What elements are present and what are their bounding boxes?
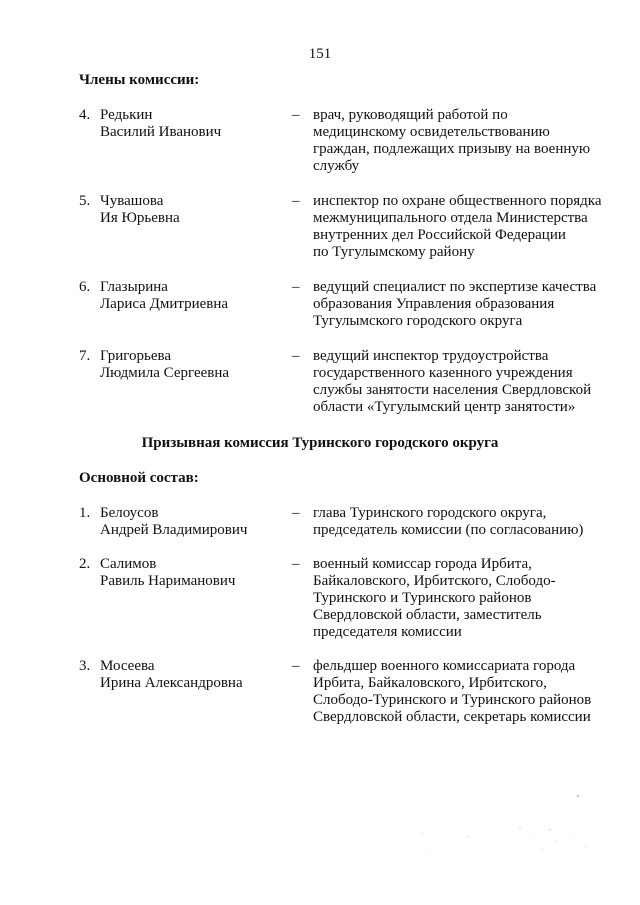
role-line: области «Тугулымский центр занятости» <box>313 399 576 415</box>
role-line: Байкаловского, Ирбитского, Слободо- <box>313 573 556 589</box>
dash: – <box>292 193 300 209</box>
dash: – <box>292 556 300 572</box>
role-line: врач, руководящий работой по <box>313 107 508 123</box>
role-line: ведущий специалист по экспертизе качества <box>313 279 597 295</box>
surname: Редькин <box>100 107 153 123</box>
role-line: образования Управления образования <box>313 296 555 312</box>
given-names: Равиль Нариманович <box>100 573 236 589</box>
given-names: Василий Иванович <box>100 124 222 140</box>
role-line: председатель комиссии (по согласованию) <box>313 522 584 538</box>
dash: – <box>292 107 300 123</box>
role-line: глава Туринского городского округа, <box>313 505 547 521</box>
dash: – <box>292 658 300 674</box>
dash: – <box>292 505 300 521</box>
scan-noise <box>410 790 600 870</box>
role-line: военный комиссар города Ирбита, <box>313 556 532 572</box>
entry-number: 2. <box>79 556 91 572</box>
entry-number: 6. <box>79 279 91 295</box>
commission-title: Призывная комиссия Туринского городского округа <box>141 435 499 451</box>
role-line: Тугулымского городского округа <box>313 313 523 329</box>
surname: Глазырина <box>100 279 168 295</box>
role-line: Туринского и Туринского районов <box>313 590 532 606</box>
member-name <box>100 107 300 141</box>
surname: Мосеева <box>100 658 155 674</box>
given-names: Ирина Александровна <box>100 675 243 691</box>
role-line: внутренних дел Российской Федерации <box>313 227 566 243</box>
member-name <box>100 505 300 539</box>
entry-number: 4. <box>79 107 91 123</box>
member-role <box>313 279 633 330</box>
member-name <box>100 556 300 590</box>
role-line: Свердловской области, секретарь комиссии <box>313 709 591 725</box>
role-line: медицинскому освидетельствованию <box>313 124 550 140</box>
entry-number: 3. <box>79 658 91 674</box>
members-heading: Члены комиссии: <box>79 72 200 88</box>
role-line: граждан, подлежащих призыву на военную <box>313 141 591 157</box>
given-names: Лариса Дмитриевна <box>100 296 229 312</box>
member-name <box>100 658 300 692</box>
role-line: Слободо-Туринского и Туринского районов <box>313 692 592 708</box>
role-line: Свердловской области, заместитель <box>313 607 542 623</box>
role-line: по Тугулымскому району <box>313 244 475 260</box>
role-line: инспектор по охране общественного порядка <box>313 193 602 209</box>
main-composition-heading: Основной состав: <box>79 470 199 486</box>
role-line: службы занятости населения Свердловской <box>313 382 592 398</box>
member-role <box>313 193 633 261</box>
member-name <box>100 348 300 382</box>
dash: – <box>292 348 300 364</box>
member-name <box>100 279 300 313</box>
role-line: фельдшер военного комиссариата города <box>313 658 576 674</box>
role-line: Ирбита, Байкаловского, Ирбитского, <box>313 675 547 691</box>
page-number: 151 <box>308 46 332 62</box>
dash: – <box>292 279 300 295</box>
given-names: Андрей Владимирович <box>100 522 248 538</box>
role-line: службу <box>313 158 360 174</box>
surname: Белоусов <box>100 505 159 521</box>
member-name <box>100 193 300 227</box>
role-line: государственного казенного учреждения <box>313 365 573 381</box>
entry-number: 1. <box>79 505 91 521</box>
surname: Чувашова <box>100 193 164 209</box>
member-role <box>313 348 633 416</box>
given-names: Людмила Сергеевна <box>100 365 230 381</box>
role-line: ведущий инспектор трудоустройства <box>313 348 549 364</box>
role-line: председателя комиссии <box>313 624 462 640</box>
surname: Салимов <box>100 556 157 572</box>
member-role <box>313 658 633 726</box>
member-role <box>313 107 633 175</box>
role-line: межмуниципального отдела Министерства <box>313 210 588 226</box>
member-role <box>313 505 633 539</box>
given-names: Ия Юрьевна <box>100 210 180 226</box>
surname: Григорьева <box>100 348 172 364</box>
member-role <box>313 556 633 641</box>
entry-number: 7. <box>79 348 91 364</box>
entry-number: 5. <box>79 193 91 209</box>
